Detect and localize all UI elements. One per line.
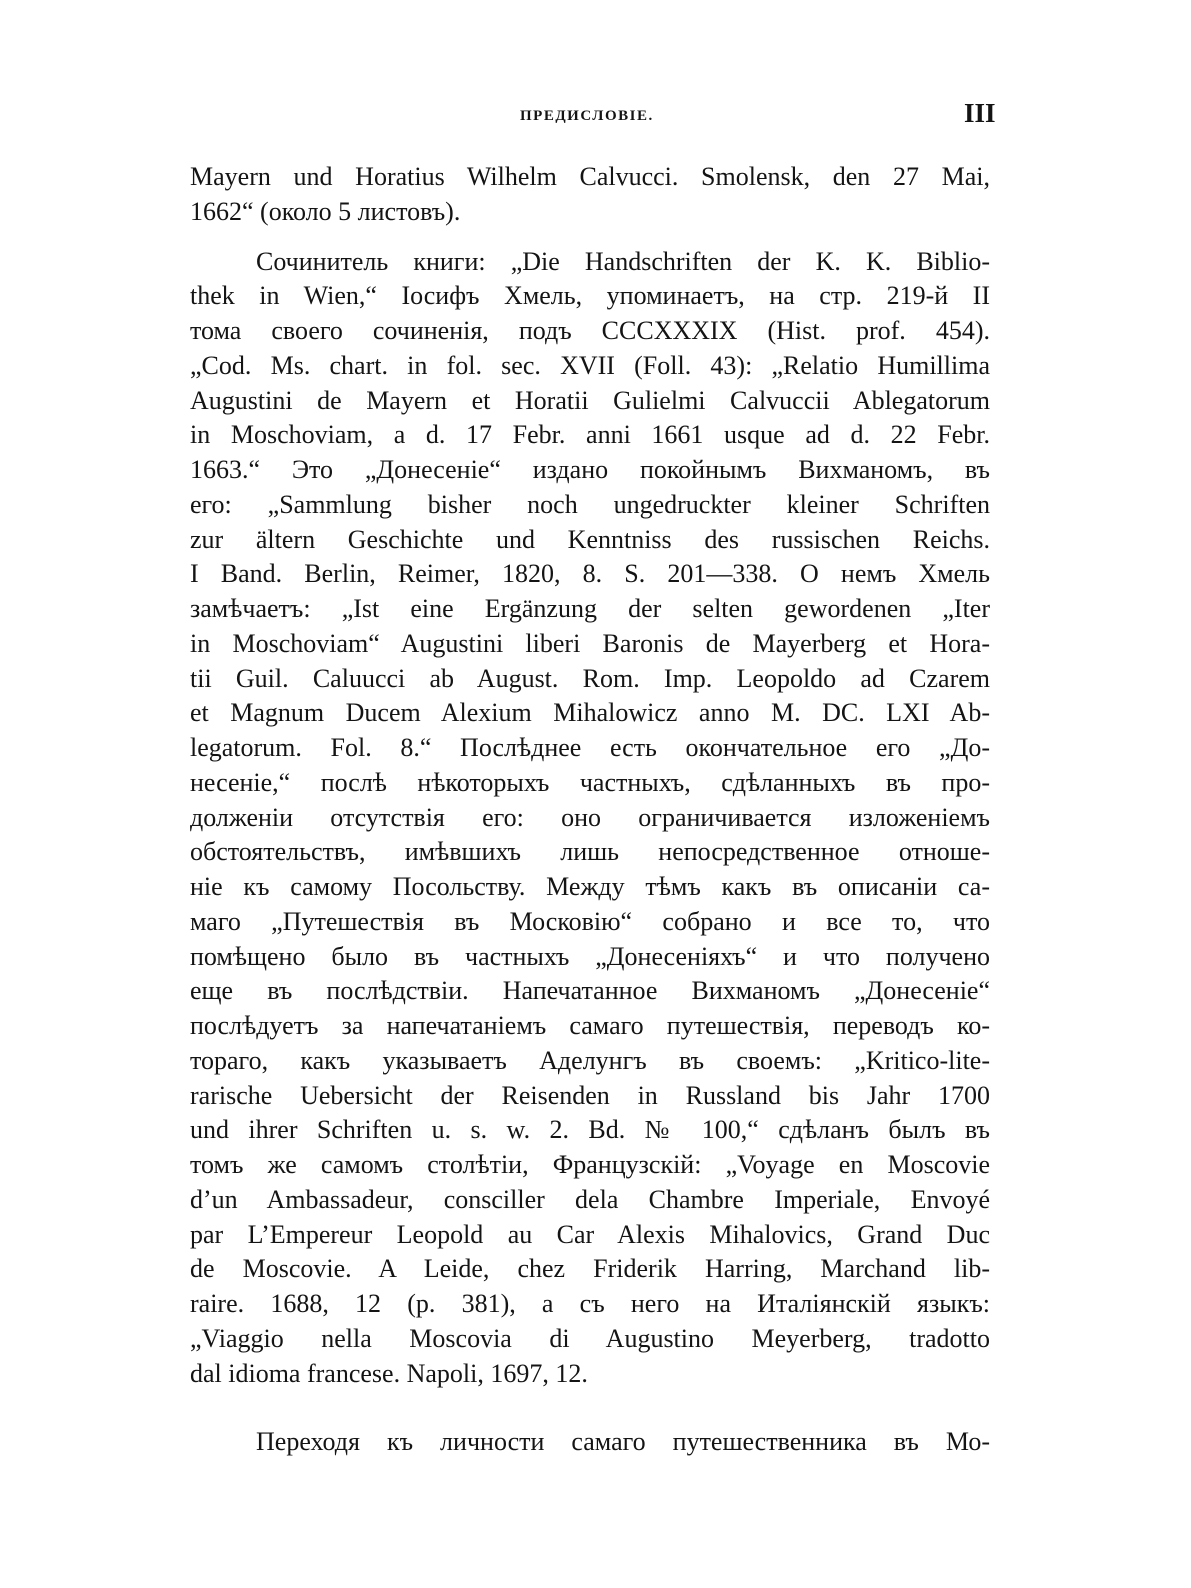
running-head-title: ПРЕДИСЛОВІЕ. — [520, 108, 654, 124]
text-line: томъ же самомъ столѣтіи, Французскій: „Voyage en Moscovie — [190, 1150, 990, 1179]
text-line: тораго, какъ указываетъ Аделунгъ въ своемъ: „Kritico-lite- — [190, 1045, 990, 1075]
text-line: de Moscovie. A Leide, chez Friderik Harring, Marchand lib- — [190, 1254, 990, 1284]
text-line: par L’Empereur Leopold au Car Alexis Mihalovics, Grand Duc — [190, 1219, 990, 1249]
text-line: thek in Wien,“ Іосифъ Хмель, упоминаетъ, на стр. 219-й II — [190, 281, 990, 311]
text-line: dal idioma francese. Napoli, 1697, 12. — [190, 1358, 588, 1388]
text-line: d’un Ambassadeur, consciller dela Chambre Imperiale, Envoyé — [190, 1184, 990, 1214]
text-line: маго „Путешествія въ Московію“ собрано и все то, что — [190, 906, 990, 936]
text-line: raire. 1688, 12 (p. 381), а съ него на Италіянскій языкъ: — [190, 1289, 990, 1318]
text-line: его: „Sammlung bisher noch ungedruckter kleiner Schriften — [190, 489, 990, 519]
paragraph — [190, 1425, 990, 1460]
text-line: Mayern und Horatius Wilhelm Calvucci. Smolensk, den 27 Mai, — [190, 162, 990, 191]
text-line: legatorum. Fol. 8.“ Послѣднее есть окончательное его „До- — [190, 733, 990, 762]
text-body — [190, 160, 990, 1460]
text-line: долженіи отсутствія его: оно ограничивается изложеніемъ — [190, 802, 990, 832]
text-line: „Cod. Ms. chart. in fol. sec. XVII (Foll. 43): „Relatio Humillima — [190, 350, 990, 380]
text-line: rarische Uebersicht der Reisenden in Russland bis Jahr 1700 — [190, 1080, 990, 1110]
text-line: 1663.“ Это „Донесеніе“ издано покойнымъ Вихманомъ, въ — [190, 455, 990, 484]
text-line: I Band. Berlin, Reimer, 1820, 8. S. 201—338. О немъ Хмель — [190, 559, 990, 589]
text-line: замѣчаетъ: „Ist eine Ergänzung der selten gewordenen „Iter — [190, 594, 990, 623]
text-line: tii Guil. Caluucci ab August. Rom. Imp. Leopoldo ad Czarem — [190, 663, 990, 693]
running-head — [0, 98, 1191, 138]
text-line: 1662“ (около 5 листовъ). — [190, 196, 461, 226]
text-line: Переходя къ личности самаго путешественника въ Мо- — [256, 1427, 990, 1457]
text-line: ніе къ самому Посольству. Между тѣмъ какъ въ описаніи са- — [190, 872, 990, 901]
text-line: und ihrer Schriften u. s. w. 2. Bd. № 100,“ сдѣланъ былъ въ — [190, 1115, 990, 1145]
paragraph — [190, 245, 990, 1392]
paragraph — [190, 160, 990, 230]
text-line: обстоятельствъ, имѣвшихъ лишь непосредственное отноше- — [190, 837, 990, 867]
text-line: „Viaggio nella Moscovia di Augustino Meyerberg, tradotto — [190, 1323, 990, 1353]
text-line: zur ältern Geschichte und Kenntniss des russischen Reichs. — [190, 524, 990, 554]
text-line: помѣщено было въ частныхъ „Донесеніяхъ“ и что получено — [190, 941, 990, 971]
page-number: III — [964, 98, 996, 128]
text-line: in Moschoviam“ Augustini liberi Baronis de Mayerberg et Hora- — [190, 628, 990, 658]
text-line: et Magnum Ducem Alexium Mihalowicz anno M. DC. LXI Ab- — [190, 698, 990, 728]
text-line: еще въ послѣдствіи. Напечатанное Вихманомъ „Донесеніе“ — [190, 976, 990, 1006]
text-line: Augustini de Mayern et Horatii Gulielmi Calvuccii Ablegatorum — [190, 385, 990, 415]
text-line: несеніе,“ послѣ нѣкоторыхъ частныхъ, сдѣланныхъ въ про- — [190, 767, 990, 797]
text-line: in Moschoviam, a d. 17 Febr. anni 1661 usque ad d. 22 Febr. — [190, 420, 990, 450]
text-line: Сочинитель книги: „Die Handschriften der K. K. Biblio- — [256, 246, 990, 276]
text-line: тома своего сочиненія, подъ CCCXXXIX (Hist. prof. 454). — [190, 316, 990, 345]
text-line: послѣдуетъ за напечатаніемъ самаго путешествія, переводъ ко- — [190, 1011, 990, 1040]
